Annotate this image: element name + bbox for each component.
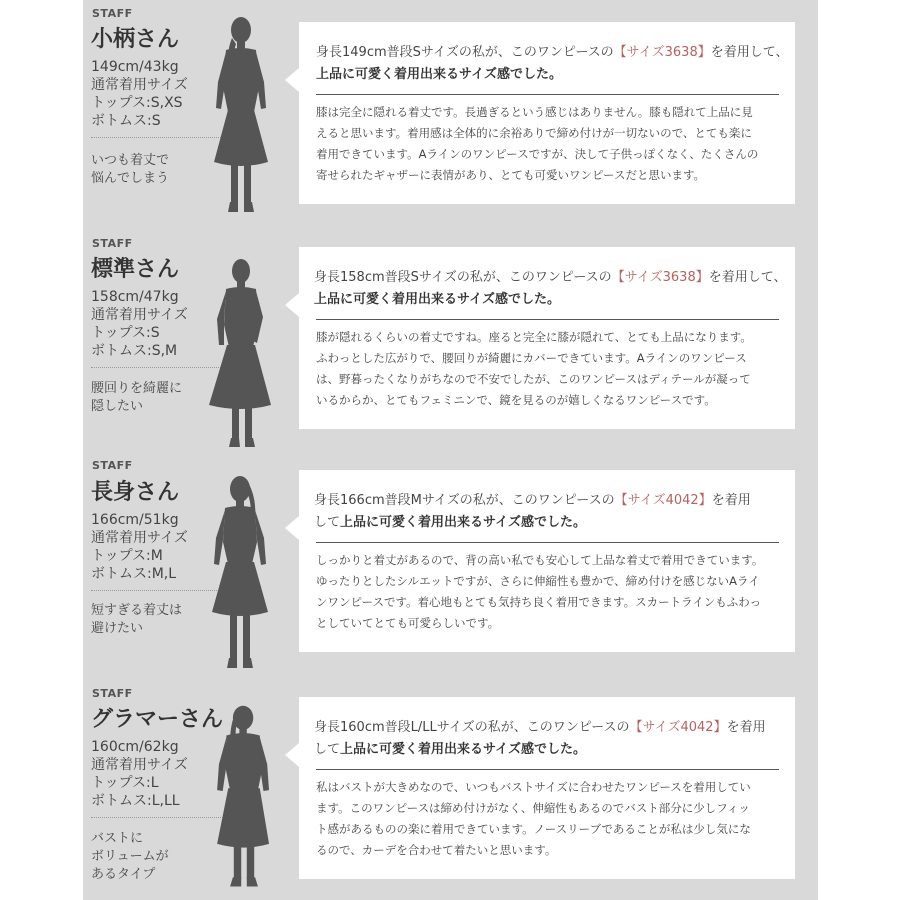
divider <box>316 319 779 320</box>
review-headline <box>314 490 792 534</box>
body-line: ンワンピースです。着心地もとても気持ち良く着用できます。スカートラインもふわっ <box>316 595 762 609</box>
woman-silhouette-icon <box>196 472 286 677</box>
note-line: バストに <box>91 831 144 846</box>
review-headline <box>314 717 792 761</box>
body-line: 膝が隠れるくらいの着丈ですね。座ると完全に膝が隠れて、とても上品になります。 <box>316 330 752 344</box>
headline-text: して <box>314 515 341 530</box>
spec-height-weight: 166cm/51kg <box>91 512 179 528</box>
profile-note <box>91 152 201 188</box>
profile-note <box>91 830 201 884</box>
body-line: るので、カーデを合わせて着たいと思います。 <box>316 843 557 857</box>
review-headline <box>316 42 794 86</box>
headline-text: を着用 <box>726 720 766 735</box>
profile-name: 長身さん <box>91 480 180 505</box>
body-line: としていてとても可愛らしいです。 <box>316 616 500 630</box>
review-card <box>299 22 795 204</box>
divider <box>316 769 779 770</box>
speech-pointer <box>285 743 299 767</box>
headline-bold: 上品に可愛く着用出来るサイズ感でした。 <box>340 515 586 530</box>
size-highlight: 【サイズ3638】 <box>611 270 709 285</box>
spec-tops: トップス:L <box>91 775 159 791</box>
body-line: 着用できています。Aラインのワンピースですが、決して子供っぽくなく、たくさんの <box>316 147 759 161</box>
note-line: 腰回りを綺麗に <box>91 381 183 396</box>
note-line: 隠したい <box>91 399 144 414</box>
staff-label: STAFF <box>92 237 133 250</box>
spec-usual-size: 通常着用サイズ <box>91 530 188 546</box>
review-headline <box>314 267 792 311</box>
profile-section-petite <box>83 0 818 225</box>
profile-section-standard <box>83 225 818 450</box>
headline-text: して <box>314 742 341 757</box>
review-card <box>299 697 795 879</box>
spec-height-weight: 149cm/43kg <box>91 59 179 75</box>
staff-label: STAFF <box>92 459 133 472</box>
body-line: 寄せられたギャザーに表情があり、とても可愛いワンピースだと思います。 <box>316 168 706 182</box>
note-line: 悩んでしまう <box>91 171 170 186</box>
size-highlight: 【サイズ4042】 <box>614 493 712 508</box>
note-line: あるタイプ <box>91 867 156 882</box>
profile-note <box>91 380 201 416</box>
review-card <box>299 470 795 652</box>
speech-pointer <box>285 68 299 92</box>
body-line: ます。このワンピースは締め付けがなく、伸縮性もあるのでバスト部分に少しフィッ <box>316 801 750 815</box>
note-line: 短すぎる着丈は <box>91 603 183 618</box>
profile-name: グラマーさん <box>91 707 224 732</box>
headline-text: を着用して、 <box>710 45 789 60</box>
body-line: は、野暮ったくなりがちなので不安でしたが、このワンピースはディテールが凝って <box>316 372 751 386</box>
headline-text: を着用して、 <box>708 270 787 285</box>
spec-bottoms: ボトムス:L,LL <box>91 793 180 809</box>
profile-section-tall <box>83 450 818 675</box>
headline-bold: 上品に可愛く着用出来るサイズ感でした。 <box>316 67 562 82</box>
headline-text: 身長149cm普段Sサイズの私が、このワンピースの <box>316 45 614 60</box>
profile-name: 標準さん <box>91 257 180 282</box>
headline-text: 身長166cm普段Mサイズの私が、このワンピースの <box>314 493 615 508</box>
speech-pointer <box>285 293 299 317</box>
spec-tops: トップス:M <box>91 548 163 564</box>
body-line: えると思います。着用感は全体的に余裕ありで締め付けが一切ないので、とても楽に <box>316 126 752 140</box>
review-card <box>299 247 795 429</box>
body-line: ふわっとした広がりで、腰回りが綺麗にカバーできています。Aラインのワンピース <box>316 351 747 365</box>
note-line: ボリュームが <box>91 849 169 864</box>
woman-silhouette-icon <box>195 255 285 460</box>
spec-usual-size: 通常着用サイズ <box>91 77 188 93</box>
body-line: ゆったりとしたシルエットですが、さらに伸縮性も豊かで、締め付けを感じないAライ <box>316 574 760 588</box>
divider <box>316 542 779 543</box>
spec-height-weight: 160cm/62kg <box>91 739 179 755</box>
spec-height-weight: 158cm/47kg <box>91 289 179 305</box>
body-line: いるからか、とてもフェミニンで、鏡を見るのが嬉しくなるワンピースです。 <box>316 393 716 407</box>
review-body <box>316 102 786 186</box>
body-line: しっかりと着丈があるので、背の高い私でも安心して上品な着丈で着用できています。 <box>316 553 764 567</box>
staff-label: STAFF <box>92 7 133 20</box>
body-line: ト感があるものの楽に着用できています。ノースリーブであることが私は少し気にな <box>316 822 751 836</box>
size-highlight: 【サイズ3638】 <box>613 45 711 60</box>
divider <box>316 94 779 95</box>
spec-bottoms: ボトムス:S <box>91 113 161 129</box>
profile-name: 小柄さん <box>91 27 180 52</box>
body-line: 私はバストが大きめなので、いつもバストサイズに合わせたワンピースを着用してい <box>316 780 751 794</box>
body-line: 膝は完全に隠れる着丈です。長過ぎるという感じはありません。膝も隠れて上品に見 <box>316 105 753 119</box>
profile-note <box>91 602 201 638</box>
spec-tops: トップス:S,XS <box>91 95 183 111</box>
headline-text: を着用 <box>711 493 751 508</box>
woman-silhouette-icon <box>199 703 289 893</box>
spec-usual-size: 通常着用サイズ <box>91 307 188 323</box>
speech-pointer <box>285 516 299 540</box>
staff-label: STAFF <box>92 687 133 700</box>
note-line: いつも着丈で <box>91 153 170 168</box>
spec-tops: トップス:S <box>91 325 160 341</box>
headline-text: 身長160cm普段L/LLサイズの私が、このワンピースの <box>314 720 630 735</box>
review-body <box>316 327 786 411</box>
headline-bold: 上品に可愛く着用出来るサイズ感でした。 <box>314 292 560 307</box>
headline-text: 身長158cm普段Sサイズの私が、このワンピースの <box>314 270 612 285</box>
note-line: 避けたい <box>91 621 144 636</box>
review-body <box>316 550 786 634</box>
size-highlight: 【サイズ4042】 <box>629 720 727 735</box>
review-body <box>316 777 786 861</box>
headline-bold: 上品に可愛く着用出来るサイズ感でした。 <box>340 742 586 757</box>
spec-bottoms: ボトムス:M,L <box>91 566 177 582</box>
profile-section-curvy <box>83 675 818 900</box>
spec-bottoms: ボトムス:S,M <box>91 343 178 359</box>
woman-silhouette-icon <box>196 12 286 217</box>
spec-usual-size: 通常着用サイズ <box>91 757 188 773</box>
